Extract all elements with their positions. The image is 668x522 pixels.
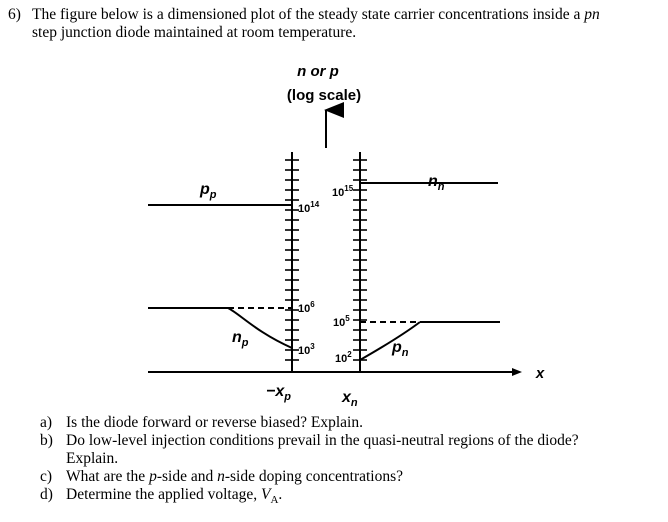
subquestion-c-text: What are the p-side and n-side doping concentrations?: [66, 468, 404, 485]
right-scale-ticks: [353, 160, 367, 360]
subquestion-b-continuation: Explain.: [66, 450, 119, 467]
tick-label-1e14: $10^{14}$: [298, 200, 320, 215]
np-label: $n_p$: [232, 329, 249, 349]
left-scale-ticks: [285, 160, 299, 360]
pn-label: $p_n$: [392, 339, 409, 359]
tick-label-1e15: $10^{15}$: [332, 184, 354, 199]
subquestion-d-label: d): [40, 486, 53, 503]
question-text-line1: The figure below is a dimensioned plot of the steady state carrier concentrations inside a pn: [32, 6, 600, 23]
subquestion-a-label: a): [40, 414, 53, 431]
tick-label-1e3: $10^3$: [298, 342, 315, 357]
x-axis-arrowhead: [512, 368, 522, 376]
subquestion-d-text: Determine the applied voltage, $V_A$.: [66, 486, 283, 507]
subquestion-c-label: c): [40, 468, 53, 485]
pn-curve: [360, 322, 420, 360]
tick-label-1e5: $10^5$: [333, 314, 350, 329]
subquestion-b-label: b): [40, 432, 53, 449]
subquestion-a-text: Is the diode forward or reverse biased? Explain.: [66, 414, 363, 431]
x-axis-label: x: [535, 365, 545, 382]
minus-xp-label: $-x_p$: [266, 383, 291, 403]
tick-label-1e2: $10^2$: [335, 350, 352, 365]
pp-label: $p_p$: [200, 181, 217, 201]
y-axis-label-line2: (log scale): [286, 87, 362, 104]
xn-label: $x_n$: [342, 389, 358, 409]
subquestion-b-text: Do low-level injection conditions prevail in the quasi-neutral regions of the diode?: [66, 432, 579, 449]
nn-label: $n_n$: [428, 173, 445, 193]
question-number: 6): [8, 6, 21, 23]
question-text-line2: step junction diode maintained at room temperature.: [32, 24, 357, 41]
tick-label-1e6: $10^6$: [298, 300, 315, 315]
y-axis-label-line1: n or p: [297, 63, 339, 80]
